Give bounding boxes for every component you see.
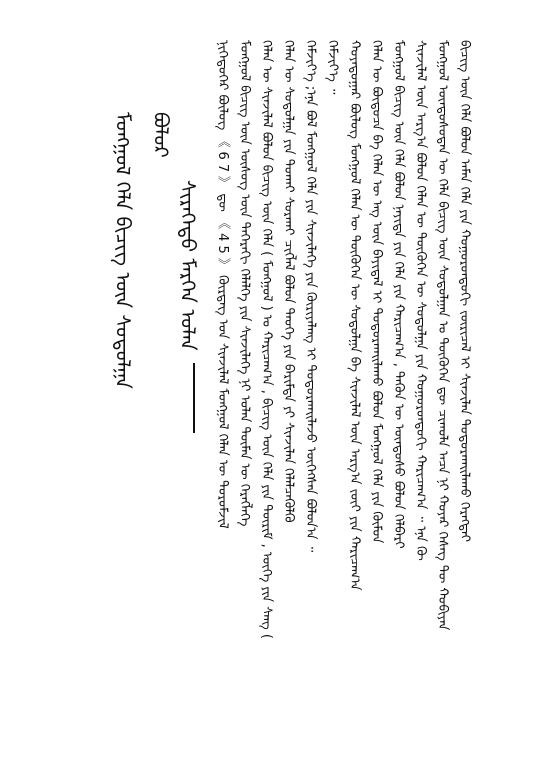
body-column: ᠮᠣᠩᠭᠣᠯ ᠪᠢᠴᠢᠭ᠌ ᠦᠨ ᠦᠰᠦᠭ ᠦᠨ ᠳᠡᠭᠡᠷᠡᠬᠢ ᠬᠡᠯᠡᠯᠭᠡ ᠶᠢᠨ ᠰᠢᠨᠵᠢᠯᠡᠭᠡ ᠨᠢ ᠣᠯᠠᠨ ᠲᠦᠮᠡᠨ ᠦ ᠬᠡᠷᠡᠭᠯᠡᠭᠡ [237, 40, 252, 527]
document-title: ᠮᠣᠩᠭᠣᠯ ᠬᠡᠯᠡ ᠪᠢᠴᠢᠭ᠌ ᠦᠨ ᠰᠤᠳᠤᠯᠭᠠ [111, 112, 135, 389]
body-column: ᠬᠡᠯᠡᠨ ᠦ ᠪᠦᠲᠦᠴᠡ ᠪᠠ ᠬᠡᠯᠡᠨ ᠦ ᠡᠩ ᠦᠨ ᠪᠠᠶᠢᠳᠠᠯ ᠢ ᠲᠣᠳᠣᠷᠬᠠᠢᠯᠠᠬᠤ ᠪᠣᠯᠤᠨ ᠮᠣᠩᠭᠣᠯ ᠬᠡᠯᠡ ᠶᠢᠨ ᠬᠦᠮᠦᠨ [369, 40, 384, 544]
author-affiliation-text: ᠰᠢᠷᠡᠭᠡᠳᠦ ᠮᠡᠷᠭᠡᠨ ᠤᠯᠠᠨ [176, 180, 200, 351]
body-column: ᠮᠣᠩᠭᠣᠯ ᠪᠢᠴᠢᠭ᠌ ᠦᠨ ᠬᠡᠯᠡ ᠪᠣᠯᠣᠨ ᠨᠡᠶᠢᠲᠡ ᠶᠢᠨ ᠬᠡᠯᠡ ᠶᠢᠨ ᠬᠠᠷᠢᠴᠠᠭ᠎ᠠ , ᠲᠡᠭᠦᠨ ᠦ ᠦᠨᠳᠦᠰᠦ ᠪᠣᠯᠣᠨ ᠬᠡᠯᠪᠡᠷᠢ [391, 40, 406, 549]
author-affiliation [175, 180, 201, 690]
body-column: ᠨᠢᠭᠡᠳᠦᠭᠡᠷ ᠪᠦᠯᠦᠭ 《 6 7 》 ᠳᠦ 《 4 5 》 ᠬᠦᠷᠳᠡᠭ ᠤᠨ ᠰᠢᠨᠵᠢᠯᠡᠯ ᠮᠣᠩᠭᠣᠯ ᠬᠡᠯᠡᠨ ᠦ ᠳᠣᠷᠣᠮᠵᠢᠯ [215, 40, 230, 529]
byline-dash [193, 363, 195, 433]
body-column: ᠬᠡᠯᠡᠨ ᠦ ᠰᠤᠳᠤᠯᠭᠠ ᠶᠢᠨ ᠲᠤᠬᠠᠢ ᠰᠤᠷᠬᠠᠢ ᠴᠢᠭᠯᠡᠯ ᠪᠣᠯᠣᠨ ᠲᠡᠦᠬᠡ ᠶᠢᠨ ᠪᠠᠷᠢᠮᠲᠠ ᠶᠢ ᠰᠢᠨᠵᠢᠯᠡᠨ ᠬᠡᠯᠡᠯᠴᠡᠭᠦᠯᠬᠦ [281, 40, 296, 523]
body-column: ᠪᠢᠴᠢᠭ᠌ ᠦᠨ ᠬᠡᠯᠡ ᠪᠣᠯᠣᠨ ᠠᠮᠠᠨ ᠬᠡᠯᠡ ᠶᠢᠨ ᠬᠣᠭᠣᠷᠤᠨᠳᠤᠬᠢ ᠵᠥᠷᠢᠴᠡᠯ ᠢ ᠰᠢᠨᠵᠢᠯᠡᠨ ᠲᠣᠳᠣᠷᠬᠠᠢᠯᠠᠬᠤ ᠬᠡᠷᠡᠭᠲᠡᠢ [457, 40, 472, 543]
body-column: ᠬᠡᠯᠡᠨ ᠦ ᠰᠢᠨᠵᠢᠯᠡᠯ ᠪᠣᠯᠣᠨ ᠪᠢᠴᠢᠭ᠌ ᠦᠨ ᠬᠡᠯᠡ ( ᠮᠣᠩᠭᠣᠯ ) ᠤ ᠬᠠᠷᠢᠴᠠᠭ᠎ᠠ , ᠪᠢᠴᠢᠭ᠌ ᠦᠨ ᠬᠡᠯᠡ ᠶᠢᠨ ᠳᠦᠷᠢᠮ , ᠦᠭᠡ ᠶᠢᠨ ᠰᠠᠩ ( [259, 40, 274, 639]
body-column: ᠬᠡᠮᠵᠢᠶ᠎ᠡ ᠃ [325, 40, 340, 95]
author-name-primary: ᠪᠣᠯᠣᠷ [149, 112, 173, 158]
body-column: ᠮᠣᠩᠭᠣᠯ ᠦᠨᠳᠦᠰᠦᠲᠡᠨ ᠦ ᠬᠡᠯᠡ ᠪᠢᠴᠢᠭ᠌ ᠦᠨ ᠰᠤᠳᠤᠯᠭᠠᠨ ᠤ ᠲᠦᠭᠦᠬᠡᠨ ᠳᠦ ᠴᠢᠬᠤᠯᠠ ᠠᠴᠠ ᠨᠢ ᠬᠣᠶᠠᠷ ᠬᠡᠰᠡᠭ ᠲᠦ ᠬᠤᠪᠢᠶᠠᠨ [435, 40, 450, 631]
body-column: ᠬᠡᠮᠵᠢᠶ᠎ᠡ ;ᠡᠨᠡ ᠪᠣᠯ ᠮᠣᠩᠭᠣᠯ ᠬᠡᠯᠡ ᠶᠢᠨ ᠰᠢᠨᠵᠢᠯᠡᠭᠡ ᠶᠢᠨ ᠬᠦᠷᠢᠶᠡᠯᠡᠩ ᠢ ᠲᠣᠳᠣᠷᠬᠠᠢᠯᠠᠵᠤ ᠦᠭᠡᠭᠰᠡᠨ ᠪᠣᠯᠤᠨ᠎ᠠ ᠃ [303, 40, 318, 553]
body-column: ᠬᠣᠶᠠᠳᠤᠭᠠᠷ ᠪᠦᠯᠦᠭ ᠮᠣᠩᠭᠣᠯ ᠬᠡᠯᠡᠨ ᠦ ᠲᠦᠭᠦᠬᠡᠨ ᠦ ᠰᠤᠳᠤᠯᠭᠠ ᠪᠠ ᠰᠢᠨᠵᠢᠯᠡᠯ ᠦᠨ ᠠᠷᠭ᠎ᠠ ᠵᠦᠢ ᠶᠢᠨ ᠬᠠᠷᠢᠴᠠᠭ᠎ᠠ [347, 40, 362, 591]
author-name [148, 112, 174, 692]
body-column: ᠰᠢᠨᠵᠢᠯᠡᠯ ᠦᠨ ᠠᠷᠭ᠎ᠠ ᠪᠣᠯᠣᠨ ᠬᠡᠯᠡᠨ ᠦ ᠲᠦᠭᠦᠬᠡᠨ ᠦ ᠰᠤᠳᠤᠯᠭᠠ ᠶᠢᠨ ᠬᠣᠭᠣᠷᠤᠨᠳᠤᠬᠢ ᠬᠠᠷᠢᠴᠠᠭ᠎ᠠ ᠃ ᠡᠨᠡ ᠬᠦ [413, 40, 428, 561]
